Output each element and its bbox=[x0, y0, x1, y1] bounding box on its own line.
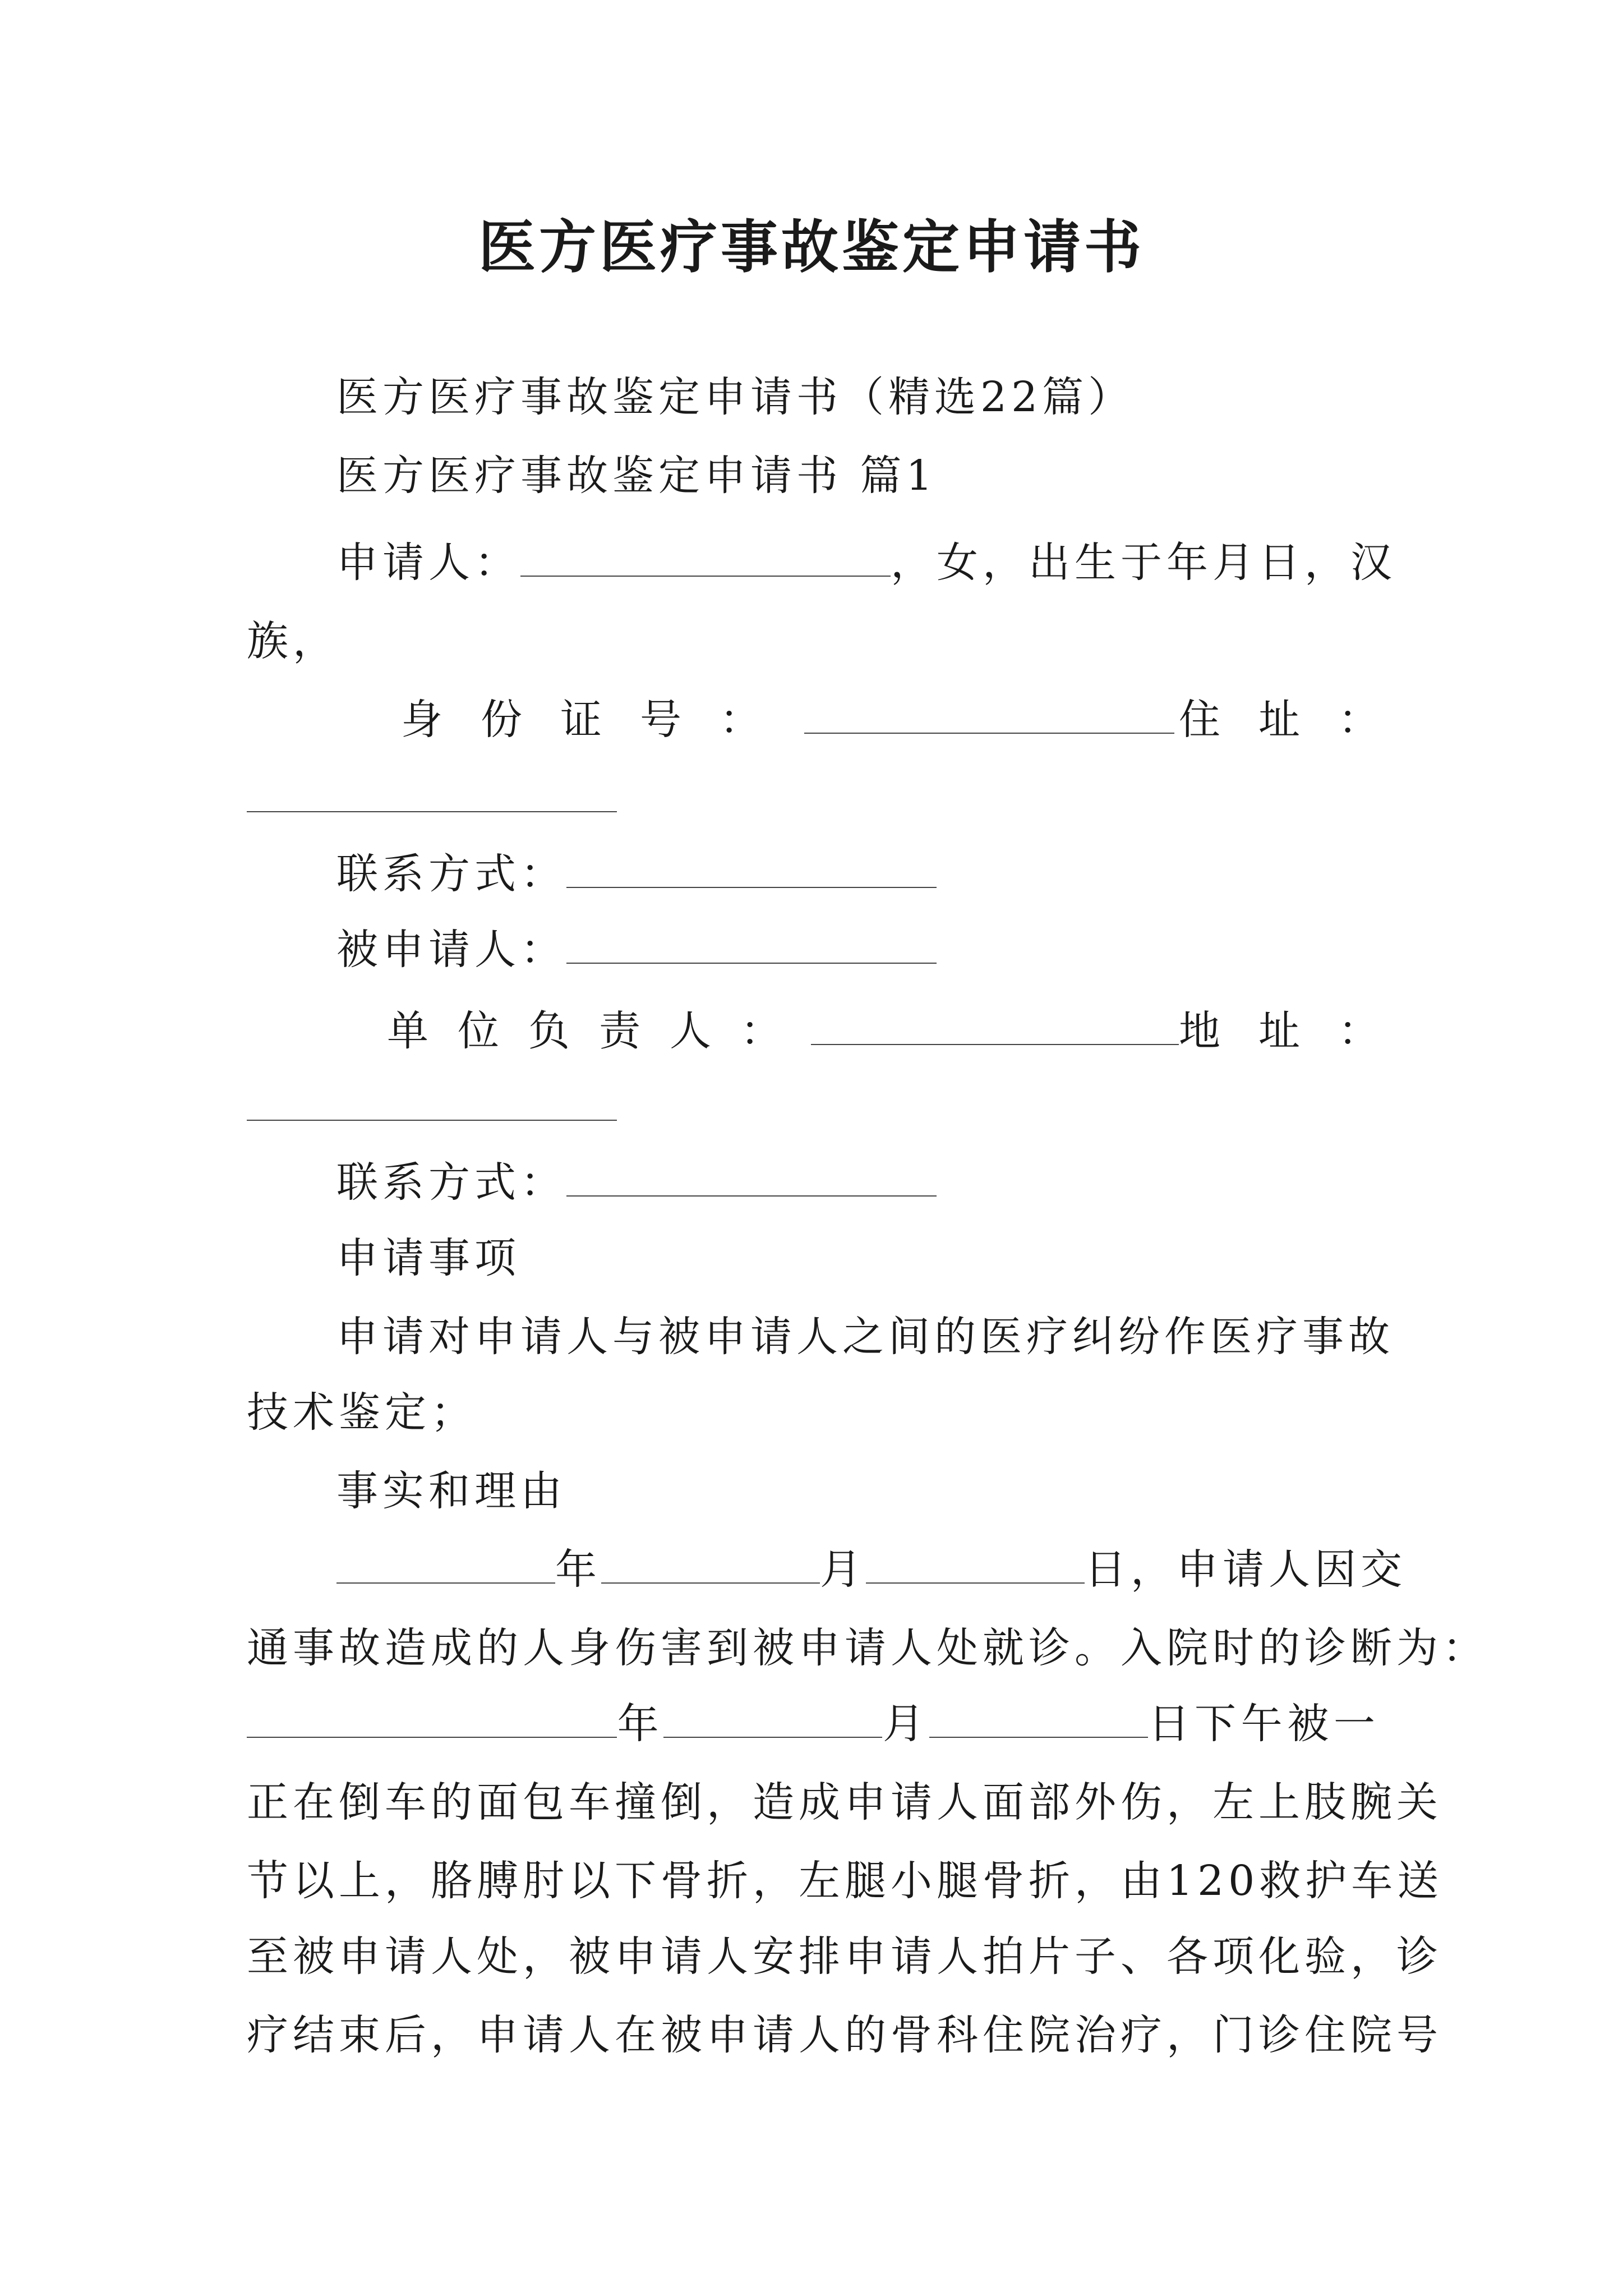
facts-line-1-rest: 日，申请人因交 bbox=[1085, 1545, 1407, 1594]
month-text: 月 bbox=[820, 1545, 866, 1594]
address-blank bbox=[247, 772, 617, 812]
applicant-label: 申请人： bbox=[336, 539, 520, 587]
respondent-label: 被申请人： bbox=[336, 926, 566, 974]
facts-line-4: 正在倒车的面包车撞倒，造成申请人面部外伤，左上肢腕关 bbox=[247, 1778, 1442, 1826]
day-blank-2 bbox=[929, 1697, 1148, 1738]
unit-head-blank bbox=[811, 1005, 1179, 1045]
respondent-address-blank bbox=[247, 1080, 617, 1121]
facts-line-3 bbox=[247, 1697, 1380, 1751]
respondent-line bbox=[336, 923, 1380, 977]
month-text-2: 月 bbox=[882, 1700, 929, 1748]
matters-heading: 申请事项 bbox=[336, 1234, 520, 1282]
intro-line: 医方医疗事故鉴定申请书（精选22篇） bbox=[336, 373, 1135, 421]
year-text-2: 年 bbox=[617, 1700, 664, 1748]
respondent-contact-blank bbox=[566, 1156, 937, 1197]
address-label: 住址： bbox=[1179, 696, 1418, 744]
applicant-details: ，女，出生于年月日，汉 bbox=[891, 539, 1396, 587]
applicant-name-blank bbox=[520, 536, 891, 577]
matters-text-1: 申请对申请人与被申请人之间的医疗纠纷作医疗事故 bbox=[336, 1313, 1394, 1361]
day-blank bbox=[866, 1543, 1085, 1584]
facts-line-5: 节以上，胳膊肘以下骨折，左腿小腿骨折，由120救护车送 bbox=[247, 1857, 1444, 1905]
part-heading: 医方医疗事故鉴定申请书 篇1 bbox=[336, 452, 937, 500]
facts-line-3-rest: 日下午被一 bbox=[1147, 1700, 1380, 1748]
facts-line-7: 疗结束后，申请人在被申请人的骨科住院治疗，门诊住院号 bbox=[247, 2011, 1442, 2059]
facts-heading: 事实和理由 bbox=[336, 1467, 566, 1515]
respondent-address-label: 地址： bbox=[1179, 1007, 1418, 1055]
id-number-label: 身份证号： bbox=[401, 696, 799, 744]
month-blank-2 bbox=[663, 1697, 882, 1738]
document-title: 医方医疗事故鉴定申请书 bbox=[478, 214, 1145, 281]
applicant-contact-line bbox=[336, 847, 1380, 901]
unit-head-line bbox=[387, 1004, 1418, 1058]
facts-line-1 bbox=[336, 1543, 1407, 1596]
facts-line-6: 至被申请人处，被申请人安排申请人拍片子、各项化验，诊 bbox=[247, 1932, 1442, 1981]
applicant-line bbox=[336, 536, 1396, 590]
respondent-contact-label: 联系方式： bbox=[336, 1158, 566, 1207]
address-blank-line bbox=[247, 771, 1380, 825]
unit-head-label: 单位负责人： bbox=[387, 1007, 811, 1055]
contact-blank bbox=[566, 848, 937, 888]
applicant-line-cont: 族， bbox=[247, 617, 339, 665]
respondent-blank bbox=[566, 923, 937, 964]
facts-line-2: 通事故造成的人身伤害到被申请人处就诊。入院时的诊断为： bbox=[247, 1624, 1488, 1672]
year-text: 年 bbox=[555, 1545, 601, 1594]
contact-label: 联系方式： bbox=[336, 850, 566, 898]
respondent-contact-line bbox=[336, 1156, 1380, 1209]
year-blank bbox=[336, 1543, 555, 1584]
matters-text-2: 技术鉴定； bbox=[247, 1388, 477, 1437]
month-blank bbox=[601, 1543, 820, 1584]
date2-blank bbox=[247, 1697, 617, 1738]
id-address-line bbox=[401, 693, 1418, 747]
id-number-blank bbox=[804, 693, 1174, 734]
respondent-address-blank-line bbox=[247, 1080, 1380, 1134]
